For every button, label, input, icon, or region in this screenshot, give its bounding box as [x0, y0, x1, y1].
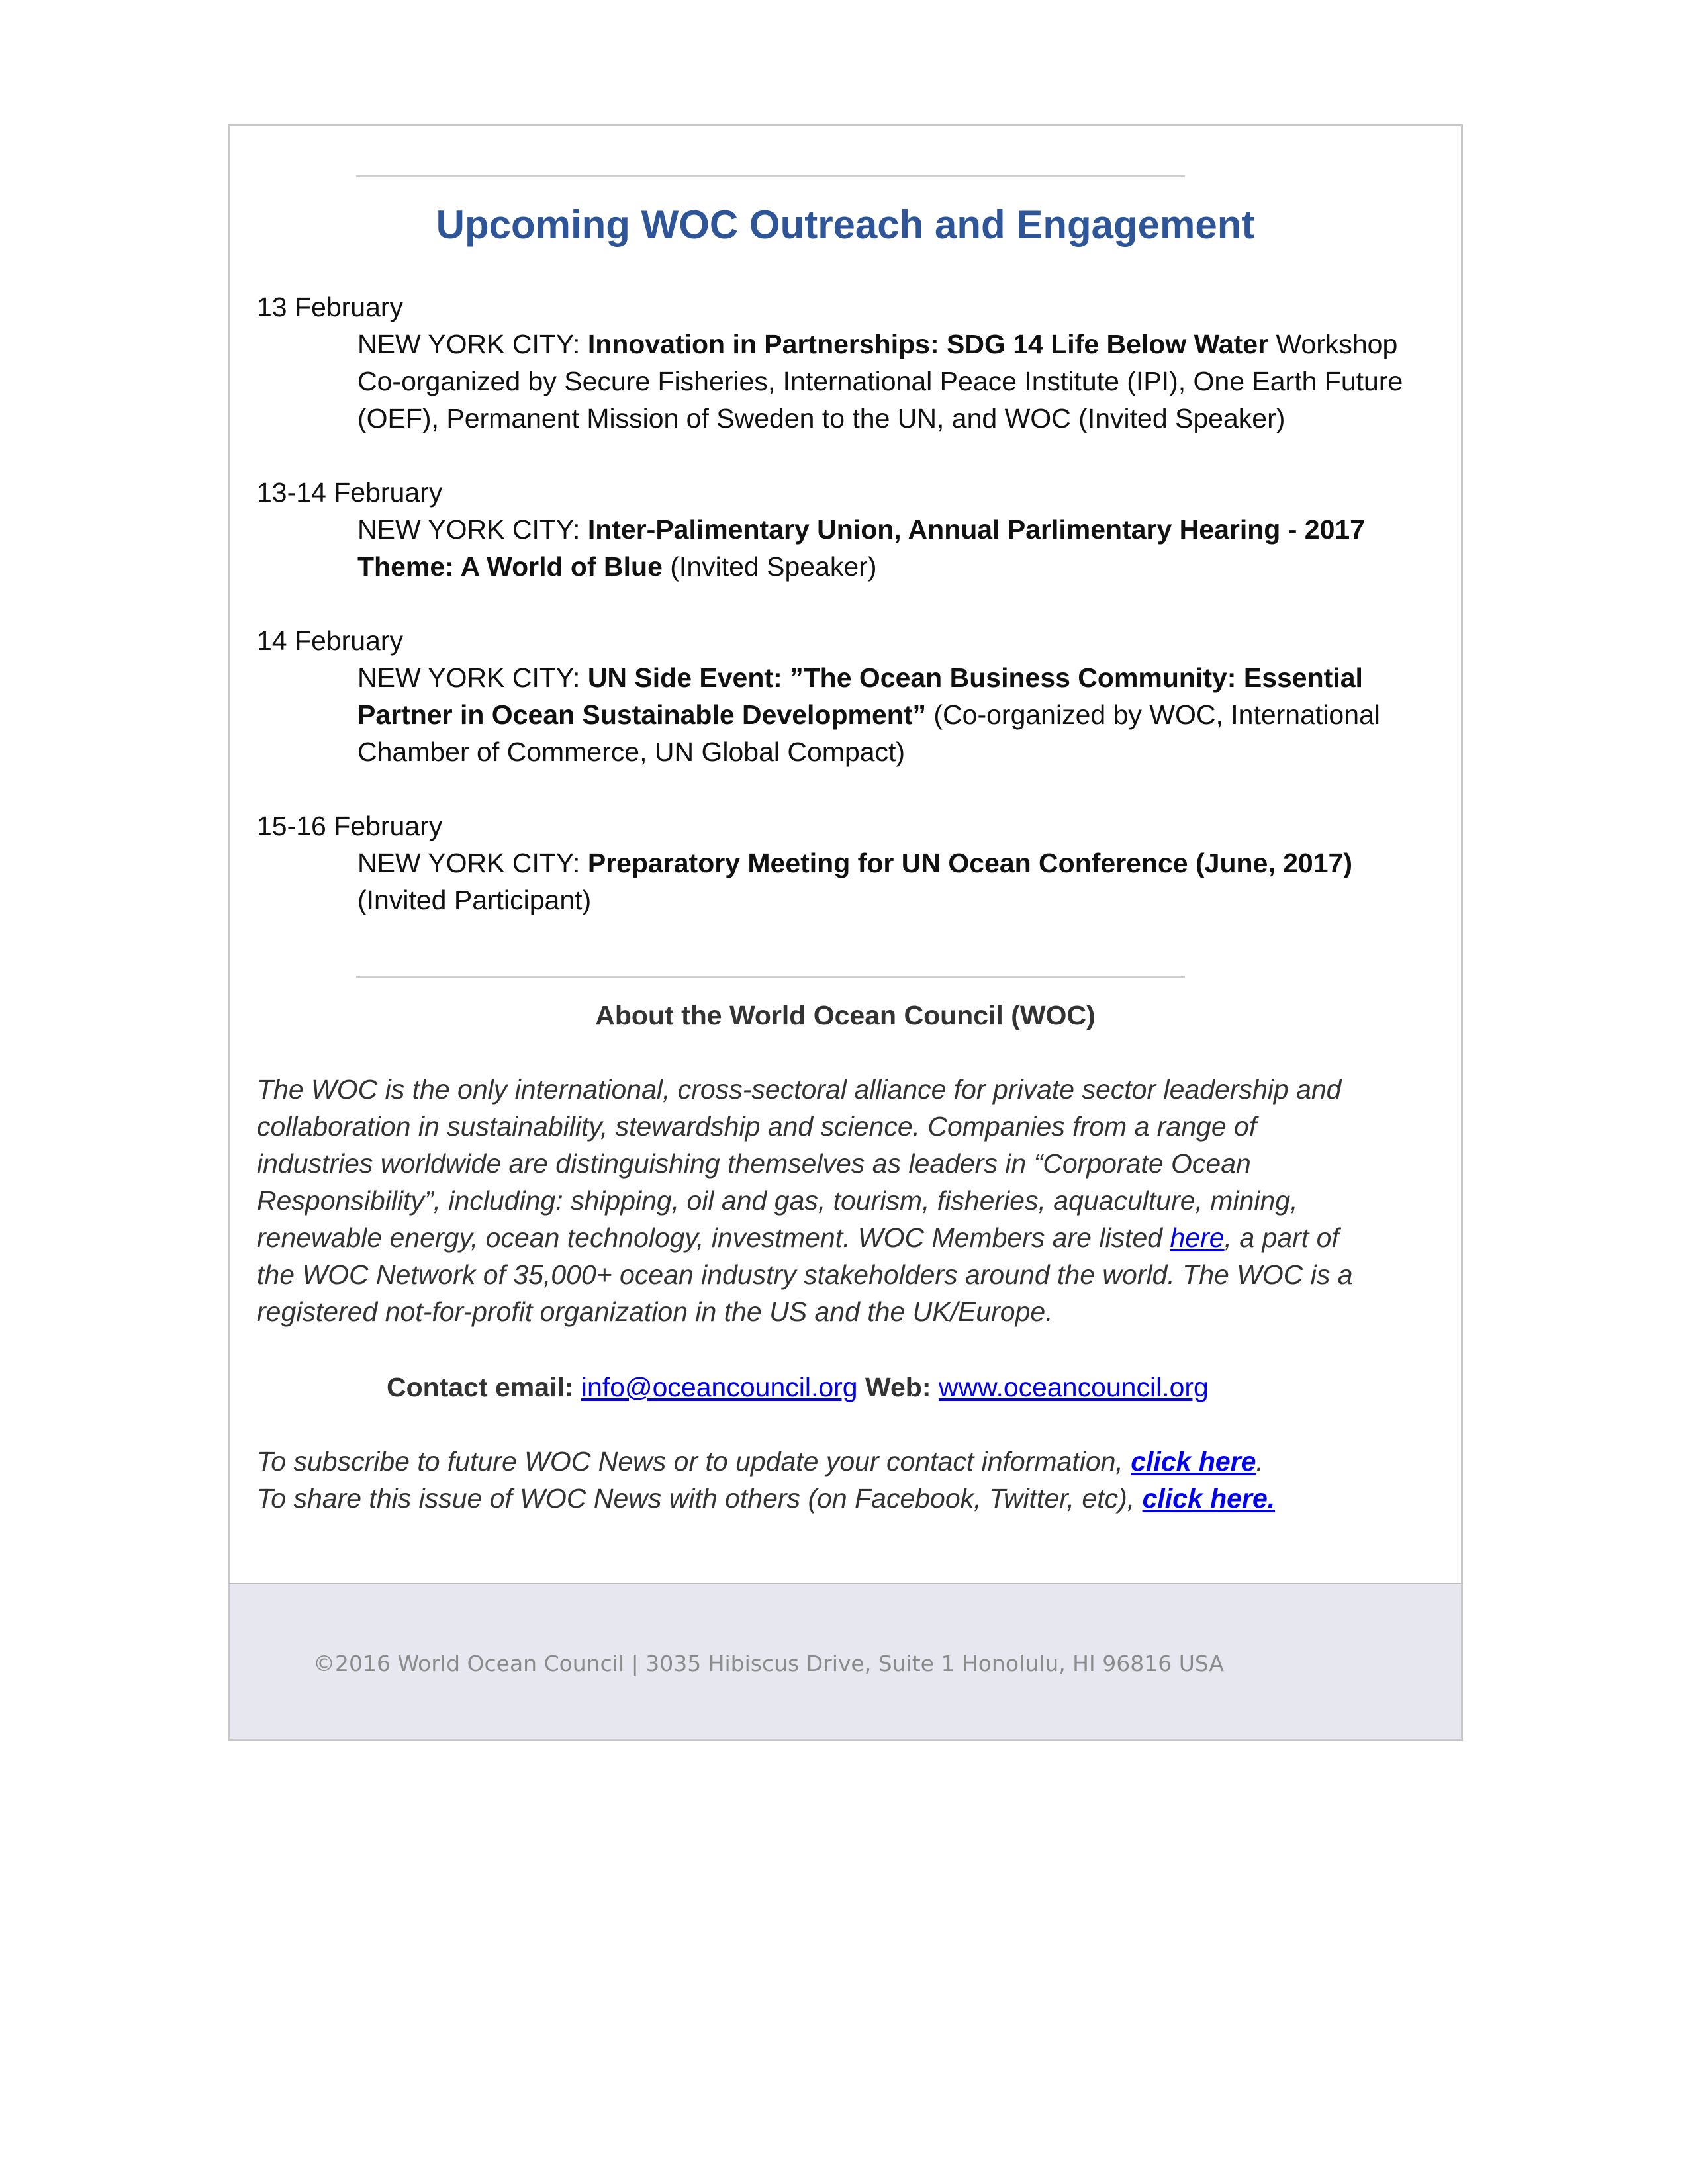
website-link[interactable]: www.oceancouncil.org: [938, 1372, 1209, 1402]
share-link[interactable]: click here.: [1142, 1483, 1276, 1514]
share-line: [257, 1480, 1435, 1517]
event-item: [257, 289, 1435, 437]
event-details: (Invited Participant): [357, 848, 1360, 915]
event-details: (Co-organized by WOC, International Chamber of Commerce, UN Global Compact): [357, 700, 1380, 767]
event-date: 13-14 February: [257, 477, 443, 508]
events-list: [257, 289, 1435, 956]
subscribe-text: To subscribe to future WOC News or to update your contact information,: [257, 1446, 1123, 1477]
event-item: [257, 474, 1435, 585]
share-text: To share this issue of WOC News with others (on Facebook, Twitter, etc),: [257, 1483, 1135, 1514]
subscribe-block: [257, 1443, 1435, 1517]
event-name: Innovation in Partnerships: SDG 14 Life Below Water: [587, 329, 1269, 359]
email-link[interactable]: info@oceancouncil.org: [581, 1372, 858, 1402]
web-label: Web:: [865, 1372, 931, 1402]
event-location: NEW YORK CITY:: [357, 662, 581, 693]
about-paragraph: [257, 1071, 1369, 1330]
event-date: 14 February: [257, 625, 404, 656]
event-description: [257, 844, 1435, 919]
page-title: Upcoming WOC Outreach and Engagement: [436, 203, 1255, 247]
event-details: Workshop Co-organized by Secure Fisheries, International Peace Institute (IPI), One Earth Future (OEF), Permanent Mission of Sweden to the UN, and WOC (Invited Speaker): [357, 329, 1403, 433]
copyright-text: ©2016 World Ocean Council | 3035 Hibiscus Drive, Suite 1 Honolulu, HI 96816 USA: [313, 1651, 1224, 1676]
about-text-start: The WOC is the only international, cross-sectoral alliance for private sector leadership and collaboration in sustainability, stewardship and science. Companies from a range of industries worldwide are distinguishing themselves as leaders in “Corporate Ocean Responsibility”, including: shipping, oil and gas, tourism, fisheries, aquaculture, mining, renewable energy, ocean technology, investment. WOC Members are listed: [257, 1074, 1342, 1253]
section-divider: [356, 976, 1185, 978]
subscribe-link[interactable]: click here: [1131, 1446, 1256, 1477]
footer: [228, 1583, 1463, 1741]
event-date: 13 February: [257, 292, 404, 322]
event-description: [257, 659, 1435, 770]
event-location: NEW YORK CITY:: [357, 329, 581, 359]
subscribe-line: [257, 1443, 1435, 1480]
event-name: UN Side Event: ”The Ocean Business Community: Essential Partner in Ocean Sustainable Development”: [357, 662, 1363, 730]
event-description: [257, 511, 1435, 585]
members-link[interactable]: here: [1170, 1222, 1225, 1253]
subscribe-period: .: [1256, 1446, 1264, 1477]
event-name: Preparatory Meeting for UN Ocean Conference (June, 2017): [587, 848, 1352, 878]
event-details: (Invited Speaker): [670, 551, 877, 582]
event-location: NEW YORK CITY:: [357, 848, 581, 878]
event-item: [257, 807, 1435, 919]
event-name: Inter-Palimentary Union, Annual Parlimentary Hearing - 2017 Theme: A World of Blue: [357, 514, 1365, 582]
about-heading: About the World Ocean Council (WOC): [595, 1000, 1096, 1030]
event-date: 15-16 February: [257, 811, 443, 841]
contact-line: [387, 1369, 1380, 1406]
contact-email-label: Contact email:: [387, 1372, 574, 1402]
event-description: [257, 326, 1435, 437]
top-divider: [356, 175, 1185, 177]
event-item: [257, 622, 1435, 770]
event-location: NEW YORK CITY:: [357, 514, 581, 545]
about-text-end: , a part of the WOC Network of 35,000+ ocean industry stakeholders around the world. The WOC is a registered not-for-profit organization in the US and the UK/Europe.: [257, 1222, 1353, 1327]
